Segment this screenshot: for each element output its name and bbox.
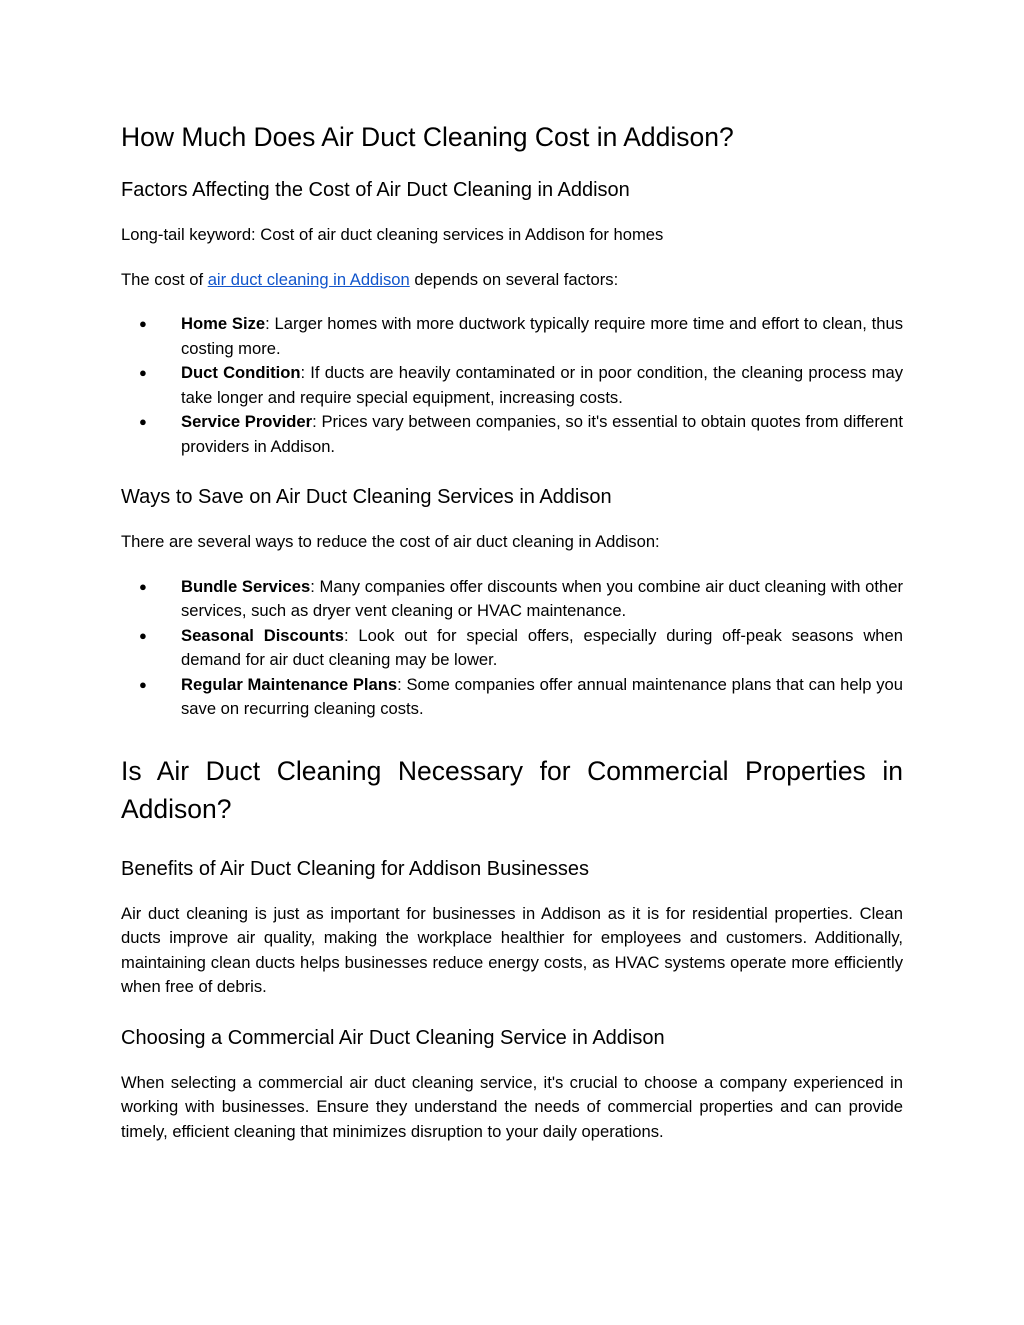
section-title-commercial: Is Air Duct Cleaning Necessary for Commercial Properties in Addison? [121, 755, 903, 824]
list-item [121, 312, 903, 361]
heading-cost-factors: Factors Affecting the Cost of Air Duct Cleaning in Addison [121, 179, 630, 201]
bullet-icon: ● [139, 316, 147, 331]
cost-intro-paragraph [121, 268, 903, 293]
heading-business-benefits: Benefits of Air Duct Cleaning for Addison Businesses [121, 857, 590, 880]
cost-intro-prefix: The cost of [121, 269, 208, 289]
save-intro-paragraph: There are several ways to reduce the cost of air duct cleaning in Addison: [121, 532, 660, 551]
list-item [121, 361, 903, 410]
list-item-term: Seasonal Discounts [181, 625, 344, 645]
list-item-text: : Look out for special offers, especially during off-peak seasons when demand for air duct cleaning may be lower. [181, 625, 903, 669]
keyword-line: Long-tail keyword: Cost of air duct cleaning services in Addison for homes [121, 225, 664, 244]
list-item-text: : Some companies offer annual maintenance plans that can help you save on recurring cleaning costs. [181, 674, 903, 718]
bullet-icon: ● [139, 414, 147, 429]
list-item [121, 410, 903, 459]
bullet-icon: ● [139, 676, 147, 692]
list-item-term: Bundle Services [181, 576, 311, 596]
section-title-cost: How Much Does Air Duct Cleaning Cost in Addison? [121, 122, 734, 152]
list-item-text: : Many companies offer discounts when you combine air duct cleaning with other services, such as dryer vent cleaning or HVAC maintenance. [181, 576, 903, 620]
list-item-text: : Larger homes with more ductwork typically require more time and effort to clean, thus costing more. [181, 314, 904, 358]
heading-ways-to-save: Ways to Save on Air Duct Cleaning Services in Addison [121, 486, 612, 508]
bullet-icon: ● [139, 627, 147, 643]
list-item-term: Home Size [181, 314, 266, 333]
cost-factors-list [121, 312, 903, 459]
list-item [121, 673, 903, 722]
list-item [121, 575, 903, 624]
list-item-term: Regular Maintenance Plans [181, 674, 398, 694]
heading-choosing-service: Choosing a Commercial Air Duct Cleaning Service in Addison [121, 1026, 665, 1049]
ways-to-save-list [121, 575, 903, 722]
business-benefits-paragraph: Air duct cleaning is just as important for businesses in Addison as it is for residential properties. Clean ducts improve air quality, making the workplace healthier for employees and customers. Additionally, maintaining clean ducts helps businesses reduce energy costs, as HVAC systems operate more efficiently when free of debris. [121, 903, 903, 996]
list-item-text: : Prices vary between companies, so it's essential to obtain quotes from different providers in Addison. [181, 412, 903, 456]
list-item-term: Duct Condition [181, 363, 301, 382]
choosing-service-paragraph: When selecting a commercial air duct cleaning service, it's crucial to choose a company experienced in working with businesses. Ensure they understand the needs of commercial properties and can provide timely, efficient cleaning that minimizes disruption to your daily operations. [121, 1072, 903, 1141]
cost-intro-suffix: depends on several factors: [409, 269, 619, 289]
list-item-text: : If ducts are heavily contaminated or in poor condition, the cleaning process may take longer and require special equipment, increasing costs. [181, 363, 903, 407]
list-item [121, 624, 903, 673]
bullet-icon: ● [139, 578, 147, 594]
bullet-icon: ● [139, 365, 147, 380]
list-item-term: Service Provider [181, 412, 313, 431]
air-duct-cleaning-link[interactable]: air duct cleaning in Addison [207, 269, 410, 289]
